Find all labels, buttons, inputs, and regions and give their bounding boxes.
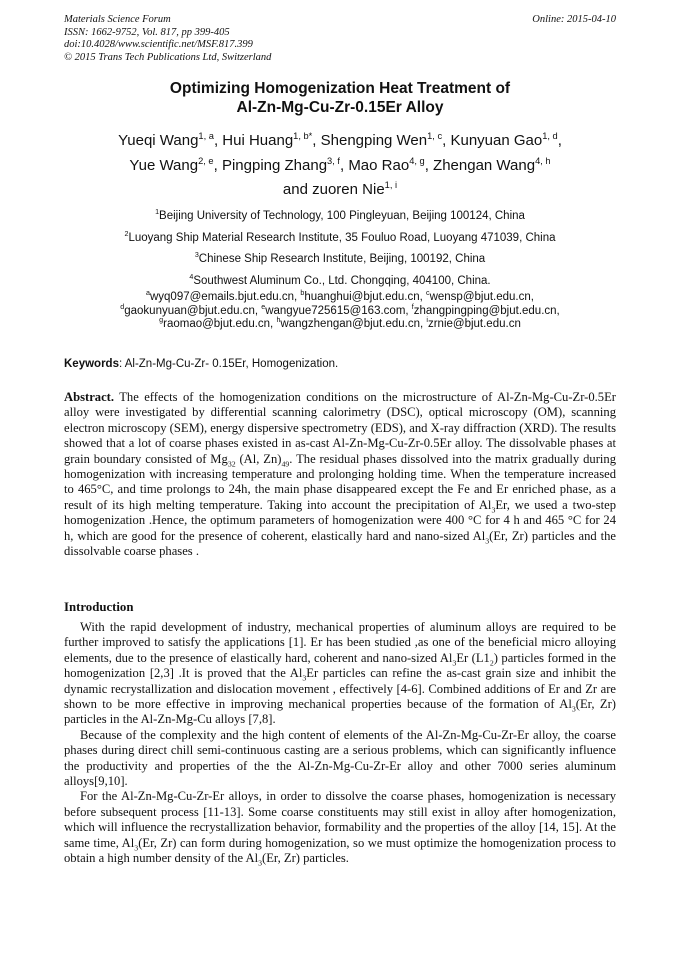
paragraph-text: (Er, Zr) particles. [262, 851, 349, 866]
email-address[interactable]: wangzhengan@bjut.edu.cn, [280, 318, 427, 330]
journal-header [64, 14, 616, 64]
author-sup: 4, h [535, 155, 551, 166]
author-sep: , [424, 156, 434, 174]
subscript: 32 [227, 459, 236, 469]
abstract-text: . The residual phases dissolved into the matrix gradually during homogenization with increasing temperature and prolonging holding time. When the temperature increased to 465°C, and time prolongs to 24h, the main phase disappeared except the Fe and Er enriched phase, as a result of its high melting temperature. Taking into account the precipitation of Al [64, 451, 616, 512]
keywords [64, 357, 616, 371]
author-sep: , [312, 132, 321, 149]
email-sup: i [426, 316, 428, 325]
email-sup: f [411, 302, 414, 311]
issn-line: ISSN: 1662-9752, Vol. 817, pp 399-405 [64, 26, 230, 38]
author-name: Hui Huang [222, 132, 294, 149]
author-sep: , [213, 132, 223, 149]
author-sep: , [442, 132, 451, 149]
author-sep: , [213, 156, 222, 174]
author-name: Shengping Wen [320, 132, 428, 149]
copyright-line: © 2015 Trans Tech Publications Ltd, Switzerland [64, 51, 272, 63]
author-name: Kunyuan Gao [450, 132, 543, 149]
paragraph [64, 789, 616, 866]
affiliation-text: Beijing University of Technology, 100 Pingleyuan, Beijing 100124, China [159, 210, 525, 222]
subscript: 3 [134, 843, 139, 853]
author-sup: 1, b* [293, 131, 313, 141]
email-sup: a [146, 289, 150, 298]
email-sup: e [261, 302, 266, 311]
abstract-text: (Al, Zn) [235, 451, 282, 466]
online-date: Online: 2015-04-10 [532, 14, 616, 25]
title-line-1: Optimizing Homogenization Heat Treatment of [169, 80, 511, 97]
email-sup: d [120, 302, 125, 311]
title-line-2: Al-Zn-Mg-Cu-Zr-0.15Er Alloy [236, 99, 444, 116]
abstract-text: The effects of the homogenization conditions on the microstructure of Al-Zn-Mg-Cu-Zr-0.5Er alloy were investigated by differential scanning calorimetry (DSC), optical microscopy (OM), scanning electron microscopy (SEM), energy dispersive spectrometry (EDS), and X-ray diffraction (XRD). The results showed that a lot of coarse phases existed in as-cast Al-Zn-Mg-Cu-Zr-0.5Er alloy. The dissolvable phases at grain boundary consisted of Mg [64, 390, 616, 466]
author-sep: , [557, 132, 562, 149]
keywords-label: Keywords [64, 358, 119, 370]
email-line [64, 302, 616, 319]
subscript: 3 [258, 858, 263, 868]
paragraph-text: ) particles formed in the homogenization [2,3] .It is proved that the Al [64, 650, 616, 681]
author-sup: 1, a [198, 131, 214, 141]
author-sup: 1, i [384, 180, 398, 190]
email-address[interactable]: zhangpingping@bjut.edu.cn, [413, 304, 560, 317]
email-address[interactable]: zrnie@bjut.edu.cn [427, 318, 521, 330]
abstract [64, 390, 616, 559]
subscript: 3 [491, 505, 496, 515]
paragraph-text: With the rapid development of industry, mechanical properties of aluminum alloys are required to be further improved to satisfy the applications [1]. Er has been studied ,as one of the beneficial micro alloying elements, due to the presence of elastically hard, coherent and nano-sized Al [64, 620, 616, 665]
doi-line: doi:10.4028/www.scientific.net/MSF.817.399 [64, 39, 253, 50]
author-line [64, 154, 616, 179]
subscript: 49 [281, 459, 290, 469]
email-address[interactable]: wyq097@emails.bjut.edu.cn, [149, 291, 301, 303]
affiliation [64, 249, 616, 271]
affiliation-text: Luoyang Ship Material Research Institute, 35 Fouluo Road, Luoyang 471039, China [128, 231, 556, 244]
email-address[interactable]: wensp@bjut.edu.cn, [429, 291, 534, 303]
author-sup: 4, g [409, 155, 425, 166]
paragraph [64, 620, 616, 728]
affiliation [64, 228, 616, 250]
paragraph-text: (Er, Zr) can form during homogenization, so we must optimize the homogenization process to obtain a high number density of the Al [64, 835, 616, 866]
section-heading-introduction: Introduction [64, 600, 134, 614]
email-line [64, 318, 616, 332]
paper-title [64, 79, 616, 117]
affiliation-sup: 1 [155, 208, 160, 217]
author-line [64, 129, 616, 154]
author-name: and zuoren Nie [282, 181, 385, 198]
paragraph-text: Er particles can refine the as-cast grain size and inhibit the dynamic recrystallization and dislocation movement , effectively [4-6]. Combined additions of Er and Zr are shown to be more effective in improving mechanical properties because of the formation of Al [64, 666, 616, 712]
email-sup: h [276, 316, 281, 325]
email-address[interactable]: huanghui@bjut.edu.cn, [304, 291, 427, 303]
paragraph: Because of the complexity and the high content of elements of the Al-Zn-Mg-Cu-Zr-Er alloy, the coarse phases during direct chill semi-continuous casting are a serious problems, which can significantly influence the productivity and properties of the the Al-Zn-Mg-Cu-Zr-Er alloy and other 7000 series aluminum alloys[9,10]. [64, 727, 616, 789]
affiliation-sup: 3 [194, 251, 199, 260]
affiliation-text: Southwest Aluminum Co., Ltd. Chongqing, 404100, China. [193, 274, 491, 287]
affiliation-list [64, 206, 616, 292]
author-sup: 1, c [427, 131, 443, 141]
author-name: Yue Wang [129, 156, 199, 174]
abstract-text: Er, we used a two-step homogenization .Hence, the optimum parameters of homogenization were 400 °C for 4 h and 465 °C for 24 h, which are good for the presence of coherent, elastically hard and nano-sized Al [64, 497, 616, 543]
author-line [64, 178, 616, 203]
subscript: 3 [571, 704, 576, 714]
author-name: Zhengan Wang [433, 156, 536, 174]
affiliation-sup: 2 [124, 229, 129, 238]
author-name: Mao Rao [348, 156, 410, 174]
abstract-label: Abstract. [64, 390, 115, 404]
author-sup: 1, d [542, 131, 558, 141]
author-name: Yueqi Wang [118, 132, 199, 149]
introduction-body [64, 620, 616, 867]
email-address[interactable]: gaokunyuan@bjut.edu.cn, [124, 304, 262, 317]
affiliation [64, 206, 616, 228]
affiliation-text: Chinese Ship Research Institute, Beijing, 100192, China [198, 253, 486, 265]
email-list [64, 291, 616, 332]
journal-name: Materials Science Forum [64, 14, 171, 25]
paragraph-text: For the Al-Zn-Mg-Cu-Zr-Er alloys, in order to dissolve the coarse phases, homogenization is necessary before subsequent process [11-13]. Some coarse constituents may still exist in alloy after homogenization, which will influence the recrystallization behavior, formability and the properties of the alloy [14, 15]. At the same time, Al [64, 789, 616, 850]
subscript: 3 [302, 673, 307, 683]
email-sup: c [426, 289, 430, 298]
subscript: 3 [452, 658, 457, 668]
author-list [64, 129, 616, 203]
author-name: Pingping Zhang [221, 156, 328, 174]
email-address[interactable]: wangyue725615@163.com, [265, 304, 412, 317]
paragraph-text: (Er, Zr) particles in the Al-Zn-Mg-Cu alloys [7,8]. [64, 697, 616, 727]
author-sup: 2, e [198, 155, 214, 166]
email-sup: g [159, 316, 164, 325]
email-line [64, 291, 616, 305]
subscript: 2 [489, 658, 494, 668]
keywords-text: : Al-Zn-Mg-Cu-Zr- 0.15Er, Homogenization. [118, 358, 339, 370]
paragraph-text: Er (L1 [456, 650, 490, 665]
author-sep: , [339, 156, 349, 174]
author-sup: 3, f [327, 155, 340, 166]
affiliation-sup: 4 [189, 272, 194, 281]
abstract-text: (Er, Zr) particles and the dissolvable coarse phases . [64, 528, 616, 559]
email-address[interactable]: raomao@bjut.edu.cn, [163, 318, 277, 330]
email-sup: b [300, 289, 305, 298]
subscript: 3 [485, 536, 490, 546]
